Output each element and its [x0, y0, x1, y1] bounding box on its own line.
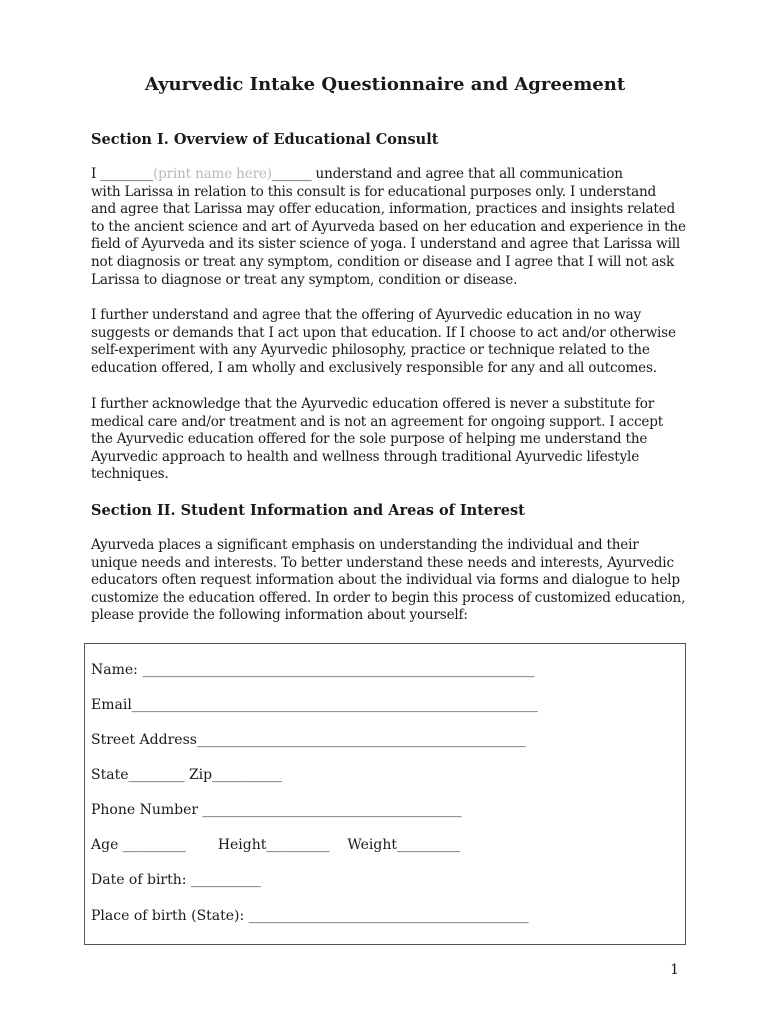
- paragraph-line: Ayurveda places a significant emphasis on understanding the individual and their: [91, 537, 639, 553]
- paragraph-line: unique needs and interests. To better understand these needs and interests, Ayurvedic: [91, 554, 674, 571]
- date-of-birth-field[interactable]: Date of birth: __________: [91, 872, 261, 888]
- section-1-paragraph-3: [91, 396, 691, 484]
- section-2-heading: Section II. Student Information and Areas of Interest: [91, 502, 525, 519]
- paragraph-line: medical care and/or treatment and is not an agreement for ongoing support. I accept: [91, 413, 663, 430]
- section-1-heading: Section I. Overview of Educational Consult: [91, 131, 439, 148]
- street-address-field[interactable]: Street Address_______________________________________________: [91, 732, 526, 748]
- paragraph-line: educators often request information about the individual via forms and dialogue to help: [91, 572, 680, 589]
- paragraph-line: customize the education offered. In order to begin this process of customized education,: [91, 589, 686, 606]
- weight-field[interactable]: Weight_________: [347, 837, 461, 853]
- paragraph-line: suggests or demands that I act upon that education. If I choose to act and/or otherwise: [91, 324, 676, 341]
- phone-number-field[interactable]: Phone Number _____________________________________: [91, 802, 462, 818]
- paragraph-line: I further understand and agree that the offering of Ayurvedic education in no way: [91, 307, 641, 323]
- paragraph-line: the Ayurvedic education offered for the sole purpose of helping me understand the: [91, 431, 648, 448]
- paragraph-line: self-experiment with any Ayurvedic philosophy, practice or technique related to the: [91, 342, 650, 359]
- name-blank-prefix: I ________: [91, 166, 154, 182]
- place-of-birth-field[interactable]: Place of birth (State): ________________________________________: [91, 908, 529, 924]
- section-1-paragraph-2: [91, 307, 691, 377]
- age-height-weight-row: [91, 837, 460, 853]
- paragraph-line: Larissa to diagnose or treat any symptom, condition or disease.: [91, 271, 518, 288]
- paragraph-line: Ayurvedic approach to health and wellness through traditional Ayurvedic lifestyle: [91, 448, 640, 465]
- age-field[interactable]: Age _________: [91, 837, 186, 853]
- zip-field[interactable]: Zip__________: [188, 767, 283, 783]
- student-info-form: [84, 643, 686, 945]
- email-field[interactable]: Email__________________________________________________________: [91, 697, 538, 713]
- paragraph-line: I further acknowledge that the Ayurvedic education offered is never a substitute for: [91, 396, 655, 412]
- paragraph-line: please provide the following information about yourself:: [91, 607, 468, 624]
- page-number: 1: [670, 962, 679, 978]
- paragraph-line: education offered, I am wholly and exclusively responsible for any and all outcomes.: [91, 359, 657, 376]
- document-title: Ayurvedic Intake Questionnaire and Agreement: [144, 74, 626, 95]
- paragraph-line: with Larissa in relation to this consult is for educational purposes only. I understand: [91, 183, 657, 200]
- paragraph-line: and agree that Larissa may offer education, information, practices and insights related: [91, 201, 675, 218]
- name-field[interactable]: Name: ________________________________________________________: [91, 662, 535, 678]
- section-1-paragraph-1: [91, 166, 691, 289]
- section-2-paragraph-1: [91, 537, 691, 625]
- paragraph-line: not diagnosis or treat any symptom, condition or disease and I agree that I will not ask: [91, 253, 675, 270]
- paragraph-line: to the ancient science and art of Ayurveda based on her education and experience in the: [91, 218, 686, 235]
- line-text: ______ understand and agree that all communication: [271, 166, 623, 182]
- print-name-placeholder: (print name here): [153, 166, 272, 182]
- state-field[interactable]: State________: [91, 767, 185, 783]
- height-field[interactable]: Height_________: [217, 837, 330, 853]
- paragraph-line: techniques.: [91, 466, 169, 483]
- state-zip-row: [91, 767, 282, 783]
- paragraph-line: [91, 166, 691, 184]
- paragraph-line: field of Ayurveda and its sister science of yoga. I understand and agree that Larissa will: [91, 236, 681, 253]
